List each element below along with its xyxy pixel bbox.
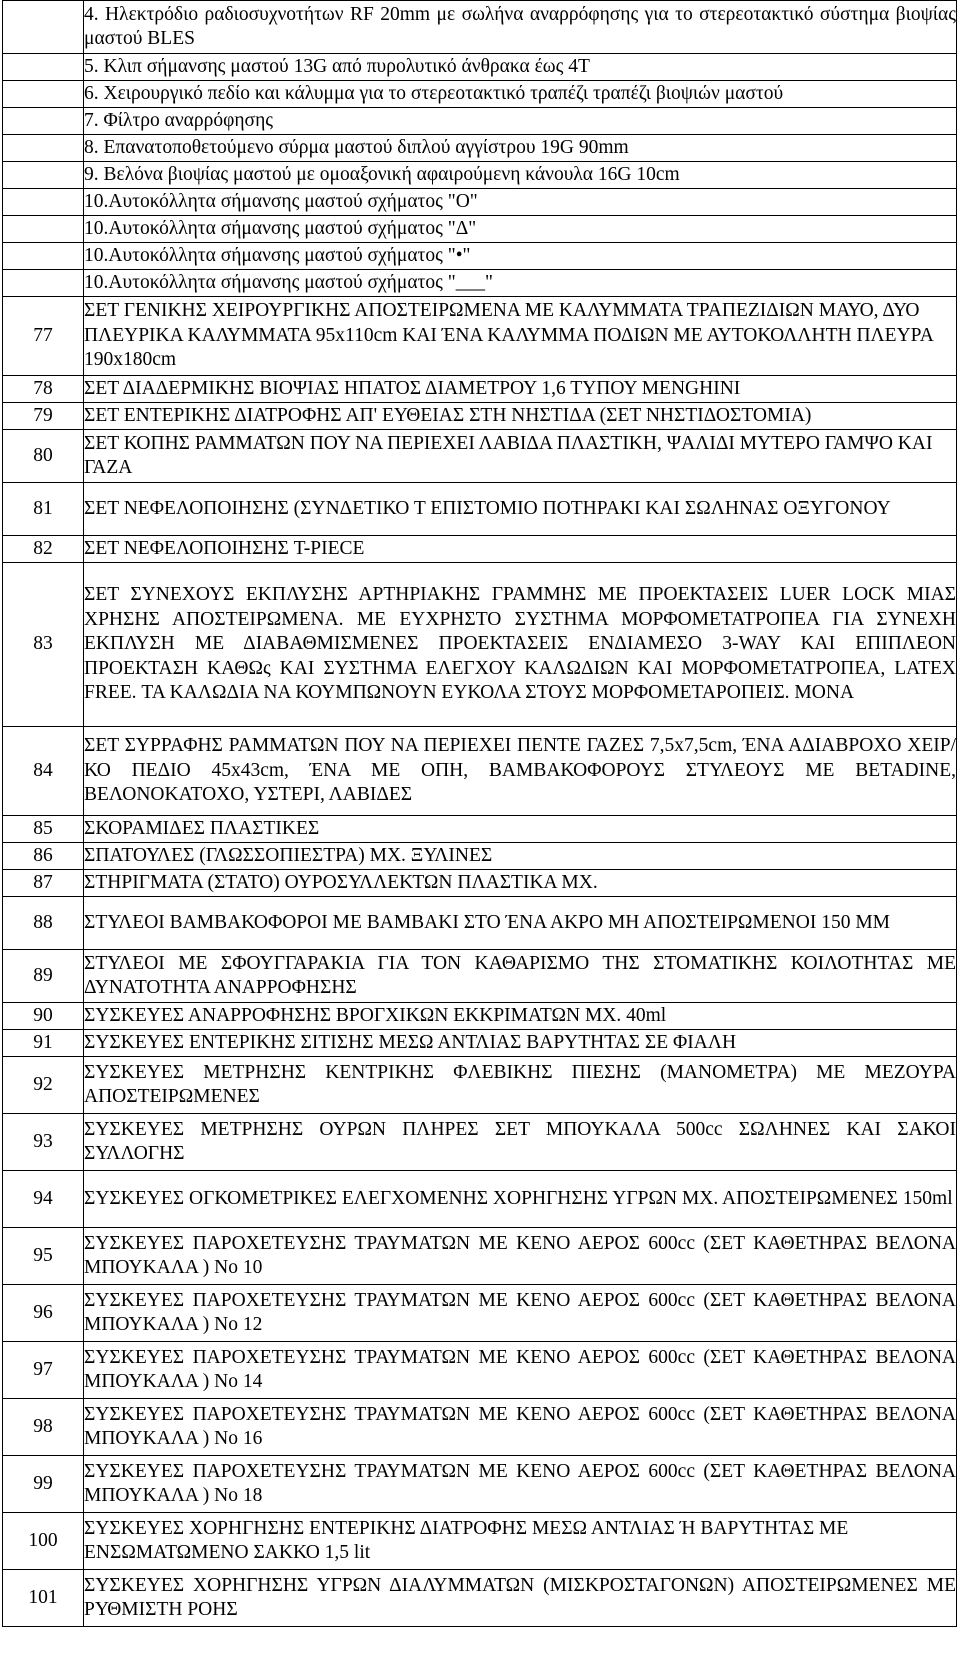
item-number: 78 — [3, 376, 84, 403]
table-row — [3, 135, 957, 162]
item-number: 95 — [3, 1228, 84, 1285]
item-number: 85 — [3, 816, 84, 843]
item-number: 86 — [3, 843, 84, 870]
table-row — [3, 1114, 957, 1171]
item-description: 8. Επανατοποθετούμενο σύρμα μαστού διπλού αγγίστρου 19G 90mm — [84, 135, 957, 162]
item-description: ΣΥΣΚΕΥΕΣ ΜΕΤΡΗΣΗΣ ΚΕΝΤΡΙΚΗΣ ΦΛΕΒΙΚΗΣ ΠΙΕΣΗΣ (ΜΑΝΟΜΕΤΡΑ) ΜΕ ΜΕΖΟΥΡΑ ΑΠΟΣΤΕΙΡΩΜΕΝΕΣ — [84, 1057, 957, 1114]
item-description: ΣΥΣΚΕΥΕΣ ΧΟΡΗΓΗΣΗΣ ΕΝΤΕΡΙΚΗΣ ΔΙΑΤΡΟΦΗΣ ΜΕΣΩ ΑΝΤΛΙΑΣ Ή ΒΑΡΥΤΗΤΑΣ ΜΕ ΕΝΣΩΜΑΤΩΜΕΝΟ ΣΑΚΚΟ 1,5 lit — [84, 1513, 957, 1570]
table-row — [3, 162, 957, 189]
item-description: ΣΤΥΛΕΟΙ ΜΕ ΣΦΟΥΓΓΑΡΑΚΙΑ ΓΙΑ ΤΟΝ ΚΑΘΑΡΙΣΜΟ ΤΗΣ ΣΤΟΜΑΤΙΚΗΣ ΚΟΙΛΟΤΗΤΑΣ ΜΕ ΔΥΝΑΤΟΤΗΤΑ ΑΝΑΡΡΟΦΗΣΗΣ — [84, 950, 957, 1003]
table-row — [3, 430, 957, 483]
table-row — [3, 81, 957, 108]
item-number: 92 — [3, 1057, 84, 1114]
item-number: 90 — [3, 1003, 84, 1030]
table-row — [3, 727, 957, 816]
item-number — [3, 243, 84, 270]
table-row — [3, 297, 957, 376]
item-number: 79 — [3, 403, 84, 430]
item-description: ΣΠΑΤΟΥΛΕΣ (ΓΛΩΣΣΟΠΙΕΣΤΡΑ) ΜΧ. ΞΥΛΙΝΕΣ — [84, 843, 957, 870]
table-row — [3, 54, 957, 81]
table-row — [3, 1003, 957, 1030]
item-number: 82 — [3, 536, 84, 563]
item-number: 100 — [3, 1513, 84, 1570]
item-number: 84 — [3, 727, 84, 816]
item-description: 9. Βελόνα βιοψίας μαστού με ομοαξονική αφαιρούμενη κάνουλα 16G 10cm — [84, 162, 957, 189]
item-description: ΣΥΣΚΕΥΕΣ ΜΕΤΡΗΣΗΣ ΟΥΡΩΝ ΠΛΗΡΕΣ ΣΕΤ ΜΠΟΥΚΑΛΑ 500cc ΣΩΛΗΝΕΣ ΚΑΙ ΣΑΚΟΙ ΣΥΛΛΟΓΗΣ — [84, 1114, 957, 1171]
item-number — [3, 54, 84, 81]
items-table-body — [3, 1, 957, 1627]
item-number: 88 — [3, 897, 84, 950]
table-row — [3, 1399, 957, 1456]
item-description: ΣΥΣΚΕΥΕΣ ΠΑΡΟΧΕΤΕΥΣΗΣ ΤΡΑΥΜΑΤΩΝ ΜΕ ΚΕΝΟ ΑΕΡΟΣ 600cc (ΣΕΤ ΚΑΘΕΤΗΡΑΣ ΒΕΛΟΝΑ ΜΠΟΥΚΑΛΑ ) No 18 — [84, 1456, 957, 1513]
table-row — [3, 1, 957, 54]
item-description: 4. Ηλεκτρόδιο ραδιοσυχνοτήτων RF 20mm με σωλήνα αναρρόφησης για το στερεοτακτικό σύστημα βιοψίας μαστού BLES — [84, 1, 957, 54]
item-description: 7. Φίλτρο αναρρόφησης — [84, 108, 957, 135]
item-number — [3, 216, 84, 243]
item-number: 98 — [3, 1399, 84, 1456]
table-row — [3, 897, 957, 950]
item-description: ΣΥΣΚΕΥΕΣ ΕΝΤΕΡΙΚΗΣ ΣΙΤΙΣΗΣ ΜΕΣΩ ΑΝΤΛΙΑΣ ΒΑΡΥΤΗΤΑΣ ΣΕ ΦΙΑΛΗ — [84, 1030, 957, 1057]
item-number: 81 — [3, 483, 84, 536]
item-description: ΣΚΟΡΑΜΙΔΕΣ ΠΛΑΣΤΙΚΕΣ — [84, 816, 957, 843]
table-row — [3, 376, 957, 403]
table-row — [3, 1228, 957, 1285]
item-description: ΣΕΤ ΝΕΦΕΛΟΠΟΙΗΣΗΣ (ΣΥΝΔΕΤΙΚΟ Τ ΕΠΙΣΤΟΜΙΟ ΠΟΤΗΡΑΚΙ ΚΑΙ ΣΩΛΗΝΑΣ ΟΞΥΓΟΝΟΥ — [84, 483, 957, 536]
item-number — [3, 270, 84, 297]
item-number — [3, 135, 84, 162]
item-description: ΣΤΗΡΙΓΜΑΤΑ (ΣΤΑΤΟ) ΟΥΡΟΣΥΛΛΕΚΤΩΝ ΠΛΑΣΤΙΚΑ ΜΧ. — [84, 870, 957, 897]
table-row — [3, 950, 957, 1003]
item-number: 87 — [3, 870, 84, 897]
item-description: ΣΥΣΚΕΥΕΣ ΠΑΡΟΧΕΤΕΥΣΗΣ ΤΡΑΥΜΑΤΩΝ ΜΕ ΚΕΝΟ ΑΕΡΟΣ 600cc (ΣΕΤ ΚΑΘΕΤΗΡΑΣ ΒΕΛΟΝΑ ΜΠΟΥΚΑΛΑ ) No 10 — [84, 1228, 957, 1285]
item-description: ΣΕΤ ΣΥΡΡΑΦΗΣ ΡΑΜΜΑΤΩΝ ΠΟΥ ΝΑ ΠΕΡΙΕΧΕΙ ΠΕΝΤΕ ΓΑΖΕΣ 7,5x7,5cm, ΈΝΑ ΑΔΙΑΒΡΟΧΟ ΧΕΙΡ/ΚΟ ΠΕΔΙΟ 45x43cm, ΈΝΑ ΜΕ ΟΠΗ, ΒΑΜΒΑΚΟΦΟΡΟΥΣ ΣΤΥΛΕΟΥΣ ΜΕ BETADINE, ΒΕΛΟΝΟΚΑΤΟΧΟ, ΥΣΤΕΡΙ, ΛΑΒΙΔΕΣ — [84, 727, 957, 816]
table-row — [3, 843, 957, 870]
item-description: ΣΕΤ ΓΕΝΙΚΗΣ ΧΕΙΡΟΥΡΓΙΚΗΣ ΑΠΟΣΤΕΙΡΩΜΕΝΑ ΜΕ ΚΑΛΥΜΜΑΤΑ ΤΡΑΠΕΖΙΔΙΩΝ ΜΑΥΟ, ΔΥΟ ΠΛΕΥΡΙΚΑ ΚΑΛΥΜΜΑΤΑ 95x110cm ΚΑΙ ΈΝΑ ΚΑΛΥΜΜΑ ΠΟΔΙΩΝ ΜΕ ΑΥΤΟΚΟΛΛΗΤΗ ΠΛΕΥΡΑ 190x180cm — [84, 297, 957, 376]
table-row — [3, 270, 957, 297]
table-row — [3, 189, 957, 216]
item-number: 96 — [3, 1285, 84, 1342]
table-row — [3, 870, 957, 897]
item-number: 89 — [3, 950, 84, 1003]
item-number — [3, 108, 84, 135]
item-number: 91 — [3, 1030, 84, 1057]
item-number: 93 — [3, 1114, 84, 1171]
item-number: 94 — [3, 1171, 84, 1228]
table-row — [3, 108, 957, 135]
item-description: ΣΥΣΚΕΥΕΣ ΠΑΡΟΧΕΤΕΥΣΗΣ ΤΡΑΥΜΑΤΩΝ ΜΕ ΚΕΝΟ ΑΕΡΟΣ 600cc (ΣΕΤ ΚΑΘΕΤΗΡΑΣ ΒΕΛΟΝΑ ΜΠΟΥΚΑΛΑ ) No 14 — [84, 1342, 957, 1399]
item-number: 77 — [3, 297, 84, 376]
item-number: 99 — [3, 1456, 84, 1513]
item-number — [3, 81, 84, 108]
item-number — [3, 189, 84, 216]
item-number: 101 — [3, 1570, 84, 1627]
table-row — [3, 816, 957, 843]
item-description: ΣΥΣΚΕΥΕΣ ΠΑΡΟΧΕΤΕΥΣΗΣ ΤΡΑΥΜΑΤΩΝ ΜΕ ΚΕΝΟ ΑΕΡΟΣ 600cc (ΣΕΤ ΚΑΘΕΤΗΡΑΣ ΒΕΛΟΝΑ ΜΠΟΥΚΑΛΑ ) No 12 — [84, 1285, 957, 1342]
item-description: 6. Χειρουργικό πεδίο και κάλυμμα για το στερεοτακτικό τραπέζι τραπέζι βιοψιών μαστού — [84, 81, 957, 108]
item-description: ΣΥΣΚΕΥΕΣ ΟΓΚΟΜΕΤΡΙΚΕΣ ΕΛΕΓΧΟΜΕΝΗΣ ΧΟΡΗΓΗΣΗΣ ΥΓΡΩΝ ΜΧ. ΑΠΟΣΤΕΙΡΩΜΕΝΕΣ 150ml — [84, 1171, 957, 1228]
table-row — [3, 1342, 957, 1399]
item-description: ΣΕΤ ΔΙΑΔΕΡΜΙΚΗΣ ΒΙΟΨΙΑΣ ΗΠΑΤΟΣ ΔΙΑΜΕΤΡΟΥ 1,6 ΤΥΠΟΥ MENGHINI — [84, 376, 957, 403]
item-description: 10.Αυτοκόλλητα σήμανσης μαστού σχήματος "___" — [84, 270, 957, 297]
item-number: 97 — [3, 1342, 84, 1399]
table-row — [3, 1456, 957, 1513]
table-row — [3, 563, 957, 727]
item-number — [3, 162, 84, 189]
item-number: 83 — [3, 563, 84, 727]
table-row — [3, 243, 957, 270]
item-description: 10.Αυτοκόλλητα σήμανσης μαστού σχήματος "Ο" — [84, 189, 957, 216]
item-description: ΣΥΣΚΕΥΕΣ ΑΝΑΡΡΟΦΗΣΗΣ ΒΡΟΓΧΙΚΩΝ ΕΚΚΡΙΜΑΤΩΝ ΜΧ. 40ml — [84, 1003, 957, 1030]
table-row — [3, 1285, 957, 1342]
item-description: ΣΕΤ ΝΕΦΕΛΟΠΟΙΗΣΗΣ T-PIECE — [84, 536, 957, 563]
item-number — [3, 1, 84, 54]
table-row — [3, 483, 957, 536]
item-description: 10.Αυτοκόλλητα σήμανσης μαστού σχήματος "Δ" — [84, 216, 957, 243]
items-table — [2, 0, 957, 1627]
item-number: 80 — [3, 430, 84, 483]
table-row — [3, 536, 957, 563]
table-row — [3, 1057, 957, 1114]
item-description: ΣΥΣΚΕΥΕΣ ΠΑΡΟΧΕΤΕΥΣΗΣ ΤΡΑΥΜΑΤΩΝ ΜΕ ΚΕΝΟ ΑΕΡΟΣ 600cc (ΣΕΤ ΚΑΘΕΤΗΡΑΣ ΒΕΛΟΝΑ ΜΠΟΥΚΑΛΑ ) No 16 — [84, 1399, 957, 1456]
table-row — [3, 1570, 957, 1627]
item-description: 10.Αυτοκόλλητα σήμανσης μαστού σχήματος "•" — [84, 243, 957, 270]
table-row — [3, 1513, 957, 1570]
table-row — [3, 1171, 957, 1228]
item-description: ΣΤΥΛΕΟΙ ΒΑΜΒΑΚΟΦΟΡΟΙ ΜΕ ΒΑΜΒΑΚΙ ΣΤΟ ΈΝΑ ΑΚΡΟ ΜΗ ΑΠΟΣΤΕΙΡΩΜΕΝΟΙ 150 ΜΜ — [84, 897, 957, 950]
table-row — [3, 403, 957, 430]
table-row — [3, 1030, 957, 1057]
item-description: ΣΕΤ ΕΝΤΕΡΙΚΗΣ ΔΙΑΤΡΟΦΗΣ ΑΠ' ΕΥΘΕΙΑΣ ΣΤΗ ΝΗΣΤΙΔΑ (ΣΕΤ ΝΗΣΤΙΔΟΣΤΟΜΙΑ) — [84, 403, 957, 430]
item-description: ΣΕΤ ΣΥΝΕΧΟΥΣ ΕΚΠΛΥΣΗΣ ΑΡΤΗΡΙΑΚΗΣ ΓΡΑΜΜΗΣ ΜΕ ΠΡΟΕΚΤΑΣΕΙΣ LUER LOCK ΜΙΑΣ ΧΡΗΣΗΣ ΑΠΟΣΤΕΙΡΩΜΕΝΑ. ΜΕ ΕΥΧΡΗΣΤΟ ΣΥΣΤΗΜΑ ΜΟΡΦΟΜΕΤΑΤΡΟΠΕΑ ΓΙΑ ΣΥΝΕΧΗ ΕΚΠΛΥΣΗ ΜΕ ΔΙΑΒΑΘΜΙΣΜΕΝΕΣ ΠΡΟΕΚΤΑΣΕΙΣ ΕΝΔΙΑΜΕΣΟ 3-WAY ΚΑΙ ΕΠΙΠΛΕΟΝ ΠΡΟΕΚΤΑΣΗ ΚΑΘΩς ΚΑΙ ΣΥΣΤΗΜΑ ΕΛΕΓΧΟΥ ΚΑΛΩΔΙΩΝ ΚΑΙ ΜΟΡΦΟΜΕΤΑΤΡΟΠΕΑ, LATEX FREE. ΤΑ ΚΑΛΩΔΙΑ ΝΑ ΚΟΥΜΠΩΝΟΥΝ ΕΥΚΟΛΑ ΣΤΟΥΣ ΜΟΡΦΟΜΕΤΑΡΟΠΕΙΣ. ΜΟΝΑ — [84, 563, 957, 727]
item-description: ΣΕΤ ΚΟΠΗΣ ΡΑΜΜΑΤΩΝ ΠΟΥ ΝΑ ΠΕΡΙΕΧΕΙ ΛΑΒΙΔΑ ΠΛΑΣΤΙΚΗ, ΨΑΛΙΔΙ ΜΥΤΕΡΟ ΓΑΜΨΟ ΚΑΙ ΓΑΖΑ — [84, 430, 957, 483]
table-row — [3, 216, 957, 243]
item-description: ΣΥΣΚΕΥΕΣ ΧΟΡΗΓΗΣΗΣ ΥΓΡΩΝ ΔΙΑΛΥΜΜΑΤΩΝ (ΜΙΣΚΡΟΣΤΑΓΟΝΩΝ) ΑΠΟΣΤΕΙΡΩΜΕΝΕΣ ΜΕ ΡΥΘΜΙΣΤΗ ΡΟΗΣ — [84, 1570, 957, 1627]
item-description: 5. Κλιπ σήμανσης μαστού 13G από πυρολυτικό άνθρακα έως 4T — [84, 54, 957, 81]
